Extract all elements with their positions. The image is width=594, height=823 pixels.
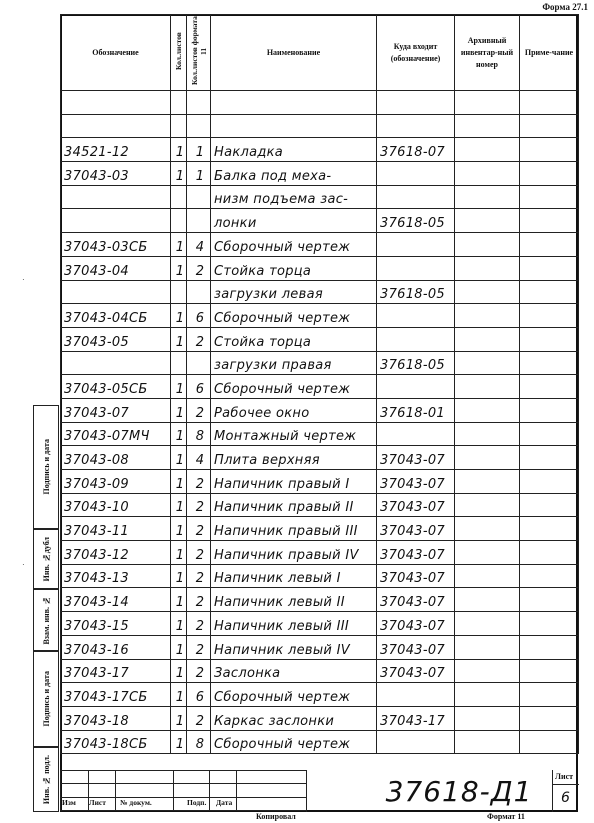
designation-cell: 37043-05СБ [61,375,171,399]
table-row [61,256,579,280]
col-sign-label: Подп. [187,798,207,807]
format11-count-cell: 2 [187,493,211,517]
archive-number-cell [455,493,520,517]
sheets-count-cell [171,185,187,209]
name-cell: Монтажный чертеж [211,422,377,446]
name-cell: Напичник левый IV [211,635,377,659]
format11-count-cell: 2 [187,588,211,612]
sheets-count-cell: 1 [171,233,187,257]
archive-number-cell [455,422,520,446]
name-cell: Стойка торца [211,327,377,351]
table-row [61,659,579,683]
where-used-cell [377,256,455,280]
designation-cell: 37043-18 [61,706,171,730]
archive-number-cell [455,304,520,328]
sheets-count-cell: 1 [171,138,187,162]
name-cell [211,114,377,138]
where-used-cell: 37618-01 [377,398,455,422]
table-row [61,730,579,754]
table-row [61,470,579,494]
format11-count-cell: 2 [187,659,211,683]
designation-cell: 37043-15 [61,612,171,636]
archive-number-cell [455,185,520,209]
title-block [60,770,578,812]
format11-count-cell: 8 [187,730,211,754]
notes-cell [520,114,579,138]
table-row [61,162,579,186]
archive-number-cell [455,256,520,280]
where-used-cell [377,304,455,328]
designation-cell: 37043-09 [61,470,171,494]
notes-cell [520,730,579,754]
designation-cell: 37043-17СБ [61,683,171,707]
header-designation: Обозначение [61,15,171,91]
table-row [61,517,579,541]
sheets-count-cell: 1 [171,162,187,186]
sheets-count-cell: 1 [171,422,187,446]
col-list-label: Лист [89,798,106,807]
table-row [61,683,579,707]
sheets-count-cell: 1 [171,470,187,494]
sheets-count-cell: 1 [171,493,187,517]
format11-count-cell [187,351,211,375]
notes-cell [520,422,579,446]
name-cell: Стойка торца [211,256,377,280]
format11-count-cell: 4 [187,446,211,470]
notes-cell [520,446,579,470]
table-row [61,233,579,257]
header-archive-number: Архивный инвентар-ный номер [455,15,520,91]
sheet-number-box [552,770,578,812]
sheets-count-cell: 1 [171,375,187,399]
where-used-cell: 37043-07 [377,446,455,470]
where-used-cell: 37043-07 [377,470,455,494]
name-cell: Балка под меха- [211,162,377,186]
archive-number-cell [455,470,520,494]
side-label-vzam-inv: Взам. инв. № [33,589,59,651]
format-label: Формат 11 [487,812,525,821]
format11-count-cell: 2 [187,470,211,494]
format11-count-cell: 1 [187,162,211,186]
designation-cell: 37043-17 [61,659,171,683]
table-row [61,541,579,565]
where-used-cell: 37043-07 [377,635,455,659]
sheets-count-cell [171,280,187,304]
notes-cell [520,517,579,541]
notes-cell [520,138,579,162]
notes-cell [520,612,579,636]
col-date-label: Дата [216,798,233,807]
designation-cell: 37043-05 [61,327,171,351]
header-where-used: Куда входит (обозначение) [377,15,455,91]
format11-count-cell: 6 [187,304,211,328]
format11-count-cell: 2 [187,398,211,422]
designation-cell: 37043-08 [61,446,171,470]
notes-cell [520,256,579,280]
col-doc-label: № докум. [120,798,152,807]
where-used-cell: 37043-07 [377,564,455,588]
sheets-count-cell: 1 [171,327,187,351]
sheet-number: 6 [561,790,570,806]
name-cell: Каркас заслонки [211,706,377,730]
where-used-cell: 37043-07 [377,659,455,683]
designation-cell [61,114,171,138]
sheets-count-cell: 1 [171,730,187,754]
designation-cell: 37043-11 [61,517,171,541]
side-label-sign-date-2: Подпись и дата [33,651,59,747]
name-cell: Накладка [211,138,377,162]
format11-count-cell: 2 [187,541,211,565]
where-used-cell [377,162,455,186]
name-cell: Напичник левый III [211,612,377,636]
where-used-cell [377,91,455,115]
notes-cell [520,398,579,422]
format11-count-cell [187,91,211,115]
name-cell: Напичник правый II [211,493,377,517]
notes-cell [520,564,579,588]
archive-number-cell [455,612,520,636]
name-cell: Сборочный чертеж [211,233,377,257]
table-row [61,588,579,612]
table-row [61,304,579,328]
where-used-cell: 37043-07 [377,517,455,541]
sheets-count-cell: 1 [171,564,187,588]
notes-cell [520,470,579,494]
side-label-sign-date-1: Подпись и дата [33,405,59,529]
designation-cell: 37043-03 [61,162,171,186]
designation-cell: 37043-07МЧ [61,422,171,446]
designation-cell: 37043-18СБ [61,730,171,754]
table-row [61,706,579,730]
name-cell: Сборочный чертеж [211,683,377,707]
designation-cell [61,209,171,233]
archive-number-cell [455,280,520,304]
designation-cell [61,91,171,115]
notes-cell [520,304,579,328]
designation-cell: 37043-10 [61,493,171,517]
sheets-count-cell: 1 [171,541,187,565]
sheets-count-cell: 1 [171,706,187,730]
archive-number-cell [455,659,520,683]
table-row [61,612,579,636]
header-notes: Приме-чание [520,15,579,91]
name-cell: Напичник правый IV [211,541,377,565]
table-row [61,91,579,115]
designation-cell: 37043-13 [61,564,171,588]
document-number: 37618-Д1 [306,770,594,812]
designation-cell: 37043-14 [61,588,171,612]
sheets-count-cell: 1 [171,304,187,328]
designation-cell: 37043-04 [61,256,171,280]
archive-number-cell [455,209,520,233]
sheets-count-cell [171,114,187,138]
notes-cell [520,375,579,399]
notes-cell [520,351,579,375]
notes-cell [520,635,579,659]
designation-cell: 37043-03СБ [61,233,171,257]
table-row [61,351,579,375]
side-label-inv-orig: Инв. № подл. [33,747,59,812]
format11-count-cell: 8 [187,422,211,446]
table-row [61,375,579,399]
archive-number-cell [455,635,520,659]
archive-number-cell [455,114,520,138]
name-cell: Плита верхняя [211,446,377,470]
designation-cell: 34521-12 [61,138,171,162]
notes-cell [520,185,579,209]
header-sheets-count: Кол.листов [171,15,187,91]
where-used-cell [377,114,455,138]
where-used-cell [377,375,455,399]
sheets-count-cell: 1 [171,517,187,541]
archive-number-cell [455,375,520,399]
format11-count-cell [187,114,211,138]
archive-number-cell [455,541,520,565]
name-cell: Сборочный чертеж [211,375,377,399]
sheets-count-cell [171,351,187,375]
archive-number-cell [455,564,520,588]
table-row [61,635,579,659]
archive-number-cell [455,588,520,612]
where-used-cell [377,233,455,257]
notes-cell [520,683,579,707]
table-row [61,398,579,422]
where-used-cell: 37043-07 [377,493,455,517]
archive-number-cell [455,327,520,351]
archive-number-cell [455,446,520,470]
archive-number-cell [455,91,520,115]
format11-count-cell: 6 [187,375,211,399]
table-row [61,446,579,470]
punch-mark: · [22,560,25,569]
where-used-cell: 37043-17 [377,706,455,730]
table-body [61,91,579,754]
name-cell: Сборочный чертеж [211,730,377,754]
table-row [61,114,579,138]
name-cell: Заслонка [211,659,377,683]
archive-number-cell [455,138,520,162]
archive-number-cell [455,398,520,422]
archive-number-cell [455,683,520,707]
sheets-count-cell: 1 [171,588,187,612]
side-label-inv-dup: Инв. №дубл [33,529,59,589]
designation-cell [61,185,171,209]
sheets-count-cell: 1 [171,256,187,280]
designation-cell [61,351,171,375]
format11-count-cell: 2 [187,327,211,351]
col-izm-label: Изм [62,798,76,807]
format11-count-cell: 6 [187,683,211,707]
name-cell: Напичник левый II [211,588,377,612]
name-cell: загрузки левая [211,280,377,304]
name-cell: низм подъема зас- [211,185,377,209]
designation-cell: 37043-12 [61,541,171,565]
where-used-cell: 37043-07 [377,541,455,565]
archive-number-cell [455,233,520,257]
table-header-row [61,15,579,91]
where-used-cell [377,730,455,754]
format11-count-cell: 2 [187,256,211,280]
name-cell [211,91,377,115]
format11-count-cell: 2 [187,706,211,730]
format11-count-cell: 1 [187,138,211,162]
where-used-cell: 37618-05 [377,280,455,304]
notes-cell [520,209,579,233]
notes-cell [520,280,579,304]
archive-number-cell [455,162,520,186]
where-used-cell: 37043-07 [377,588,455,612]
designation-cell: 37043-07 [61,398,171,422]
header-format11-count: Кол.листов формата 11 [187,15,211,91]
sheets-count-cell [171,209,187,233]
header-name: Наименование [211,15,377,91]
name-cell: Напичник правый I [211,470,377,494]
notes-cell [520,706,579,730]
sheets-count-cell: 1 [171,635,187,659]
name-cell: лонки [211,209,377,233]
table-row [61,422,579,446]
format11-count-cell: 2 [187,635,211,659]
archive-number-cell [455,351,520,375]
designation-cell: 37043-04СБ [61,304,171,328]
where-used-cell: 37043-07 [377,612,455,636]
notes-cell [520,541,579,565]
form-label: Форма 27.1 [542,2,588,12]
sheets-count-cell [171,91,187,115]
notes-cell [520,327,579,351]
format11-count-cell [187,280,211,304]
name-cell: Сборочный чертеж [211,304,377,328]
table-row [61,327,579,351]
table-row [61,209,579,233]
format11-count-cell: 2 [187,612,211,636]
table-row [61,185,579,209]
format11-count-cell: 4 [187,233,211,257]
notes-cell [520,233,579,257]
format11-count-cell [187,209,211,233]
format11-count-cell: 2 [187,564,211,588]
format11-count-cell [187,185,211,209]
where-used-cell [377,327,455,351]
table-row [61,138,579,162]
where-used-cell: 37618-05 [377,351,455,375]
format11-count-cell: 2 [187,517,211,541]
archive-number-cell [455,730,520,754]
sheets-count-cell: 1 [171,398,187,422]
designation-cell [61,280,171,304]
where-used-cell: 37618-07 [377,138,455,162]
notes-cell [520,493,579,517]
table-row [61,493,579,517]
copied-label: Копировал [256,812,296,821]
where-used-cell: 37618-05 [377,209,455,233]
notes-cell [520,588,579,612]
punch-mark: · [22,275,25,284]
name-cell: загрузки правая [211,351,377,375]
specification-table [60,14,579,754]
where-used-cell [377,422,455,446]
name-cell: Рабочее окно [211,398,377,422]
notes-cell [520,91,579,115]
table-row [61,564,579,588]
name-cell: Напичник правый III [211,517,377,541]
notes-cell [520,162,579,186]
sheets-count-cell: 1 [171,446,187,470]
where-used-cell [377,185,455,209]
archive-number-cell [455,706,520,730]
sheets-count-cell: 1 [171,683,187,707]
sheet-label: Лист [555,772,574,781]
notes-cell [520,659,579,683]
sheets-count-cell: 1 [171,659,187,683]
designation-cell: 37043-16 [61,635,171,659]
archive-number-cell [455,517,520,541]
where-used-cell [377,683,455,707]
name-cell: Напичник левый I [211,564,377,588]
sheets-count-cell: 1 [171,612,187,636]
table-row [61,280,579,304]
